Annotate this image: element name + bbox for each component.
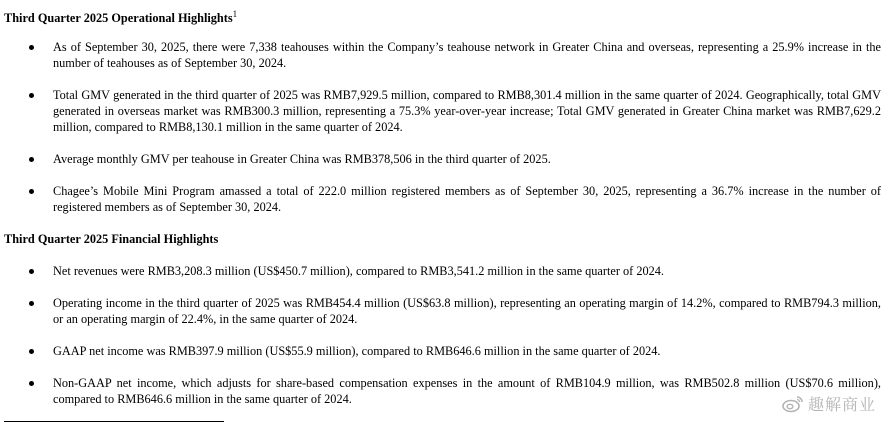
watermark <box>782 392 876 415</box>
watermark-text: 趣解商业 <box>807 395 876 414</box>
bullet-icon <box>29 157 34 162</box>
operational-item-members: Chagee’s Mobile Mini Program amassed a total of 222.0 million registered members as of September 30, 2025, representing a 36.7% increase in the number of registered members as of September 30, 2024. <box>53 184 881 214</box>
operational-item-teahouses: As of September 30, 2025, there were 7,338 teahouses within the Company’s teahouse network in Greater China and overseas, representing a 25.9% increase in the number of teahouses as of September 30, 2024. <box>53 40 881 70</box>
financial-item-net-revenues: Net revenues were RMB3,208.3 million (US$450.7 million), compared to RMB3,541.2 million in the same quarter of 2024. <box>53 264 665 278</box>
footnote-reference: 1 <box>232 9 238 19</box>
bullet-icon <box>29 45 34 50</box>
weibo-icon <box>782 395 804 413</box>
financial-item-operating-income: Operating income in the third quarter of 2025 was RMB454.4 million (US$63.8 million), representing an operating margin of 14.2%, compared to RMB794.3 million, or an operating margin of 22.4%, in the same quarter of 2024. <box>53 296 881 326</box>
financial-item-gaap-net-income: GAAP net income was RMB397.9 million (US$55.9 million), compared to RMB646.6 million in the same quarter of 2024. <box>53 344 661 358</box>
operational-highlights-heading: Third Quarter 2025 Operational Highlights$^1$ <box>4 9 238 25</box>
bullet-icon <box>29 269 34 274</box>
financial-item-non-gaap-net-income: Non-GAAP net income, which adjusts for share-based compensation expenses in the amount of RMB104.9 million, was RMB502.8 million (US$70.6 million), compared to RMB646.6 million in the same quarter of 2024. <box>53 376 881 406</box>
operational-item-monthly-gmv: Average monthly GMV per teahouse in Greater China was RMB378,506 in the third quarter of 2025. <box>53 152 551 166</box>
bullet-icon <box>29 301 34 306</box>
bullet-icon <box>29 349 34 354</box>
footnote-divider <box>4 421 224 422</box>
bullet-icon <box>29 93 34 98</box>
financial-highlights-heading: Third Quarter 2025 Financial Highlights <box>4 232 219 246</box>
bullet-icon <box>29 381 34 386</box>
operational-item-gmv: Total GMV generated in the third quarter of 2025 was RMB7,929.5 million, compared to RMB8,301.4 million in the same quarter of 2024. Geographically, total GMV generated in overseas market was RMB300.3 million, representing a 75.3% year-over-year increase; Total GMV generated in Greater China market was RMB7,629.2 million, compared to RMB8,130.1 million in the same quarter of 2024. <box>53 88 881 134</box>
bullet-icon <box>29 189 34 194</box>
